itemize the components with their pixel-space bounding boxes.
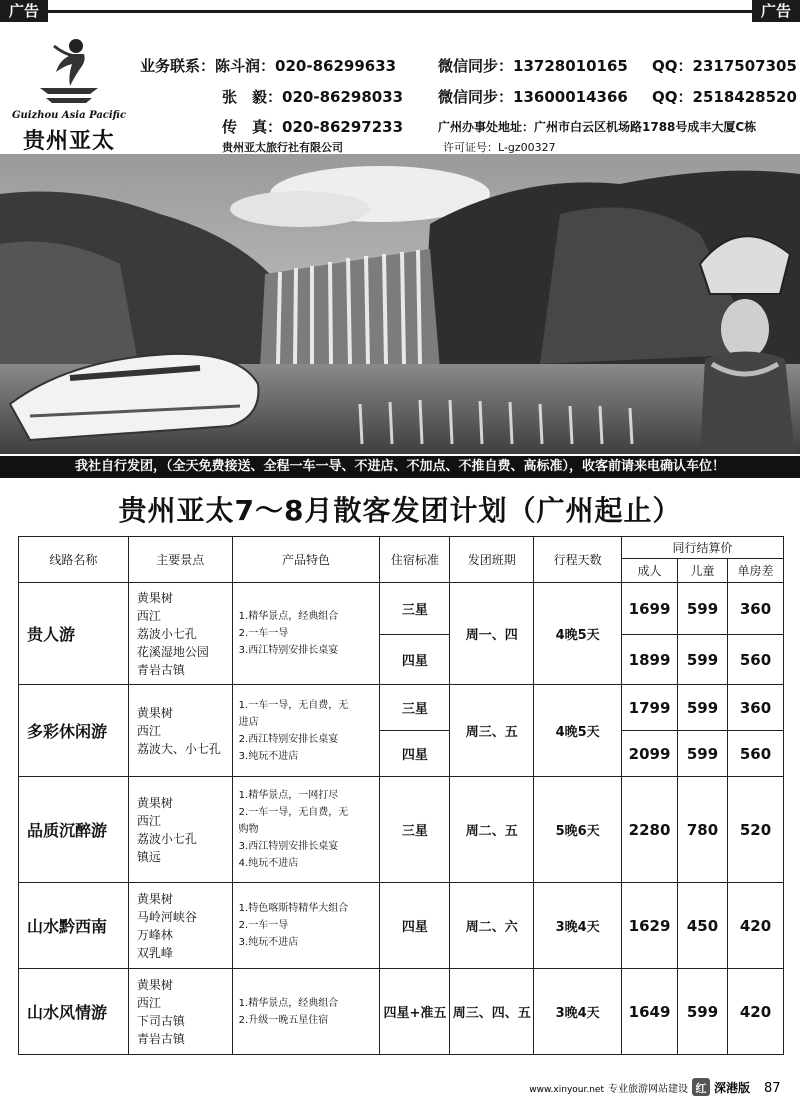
feature-item: 1.一车一导，无自费，无 <box>238 699 349 711</box>
office-address: 广州办事处地址：广州市白云区机场路1788号成丰大厦C栋 <box>438 120 757 134</box>
promo-banner: 我社自行发团，（全天免费接送、全程一车一导、不进店、不加点、不推自费、高标准），收客前请来电确认车位！ <box>0 456 800 478</box>
price-child: 599 <box>678 731 728 777</box>
price-single-supplement: 560 <box>727 731 783 777</box>
price-adult: 1899 <box>622 635 678 685</box>
product-features <box>232 969 380 1055</box>
agency-header <box>0 22 800 154</box>
route-name: 品质沉醉游 <box>19 777 129 883</box>
main-spots <box>128 583 232 685</box>
feature-item: 进店 <box>238 716 259 728</box>
spot-item: 西江 <box>136 995 161 1010</box>
footer-site-note: 专业旅游网站建设 <box>608 1084 688 1095</box>
price-single-supplement: 360 <box>727 583 783 635</box>
departure-schedule: 周三、五 <box>450 685 534 777</box>
price-single-supplement: 560 <box>727 635 783 685</box>
price-child: 599 <box>678 685 728 731</box>
spot-item: 荔波大、小七孔 <box>136 741 221 756</box>
price-child: 599 <box>678 583 728 635</box>
feature-item: 2.一车一导 <box>238 920 289 931</box>
table-row <box>19 685 784 731</box>
page-footer <box>0 1073 800 1100</box>
header-single: 单房差 <box>727 559 783 583</box>
wechat-number[interactable]: 13600014366 <box>513 88 628 106</box>
price-child: 599 <box>678 635 728 685</box>
edition-badge-text: 红 <box>695 1082 707 1095</box>
spot-item: 黄果树 <box>136 590 173 605</box>
main-spots <box>128 883 232 969</box>
lodging-standard: 四星 <box>380 731 450 777</box>
feature-item: 1.精华景点，经典组合 <box>238 997 339 1009</box>
feature-item: 2.一车一导 <box>238 628 289 639</box>
spot-item: 西江 <box>136 608 161 623</box>
spot-item: 青岩古镇 <box>136 1031 185 1046</box>
feature-item: 购物 <box>238 824 259 835</box>
spot-item: 镇远 <box>136 849 161 864</box>
header-price-group: 同行结算价 <box>622 537 784 559</box>
route-name: 山水黔西南 <box>19 883 129 969</box>
header-schedule: 发团班期 <box>450 537 534 583</box>
price-adult: 1649 <box>622 969 678 1055</box>
ad-label-left: 广告 <box>0 0 48 22</box>
table-row <box>19 583 784 635</box>
table-body <box>19 583 784 1055</box>
qq-number[interactable]: 2317507305 <box>692 57 797 75</box>
header-days: 行程天数 <box>534 537 622 583</box>
spot-item: 黄果树 <box>136 977 173 992</box>
wechat-label: 微信同步： <box>438 57 514 75</box>
trip-days: 3晚4天 <box>534 883 622 969</box>
fax-number[interactable]: 020-86297233 <box>282 118 404 136</box>
qq-number[interactable]: 2518428520 <box>692 88 797 106</box>
lodging-standard: 三星 <box>380 583 450 635</box>
table-header-row <box>19 537 784 559</box>
contact-name: 张 毅 <box>222 88 268 106</box>
qq-label: QQ： <box>652 88 693 106</box>
main-spots <box>128 777 232 883</box>
price-adult: 1799 <box>622 685 678 731</box>
departure-schedule: 周一、四 <box>450 583 534 685</box>
departure-schedule: 周三、四、五 <box>450 969 534 1055</box>
header-standard: 住宿标准 <box>380 537 450 583</box>
departure-schedule: 周二、六 <box>450 883 534 969</box>
price-single-supplement: 420 <box>727 969 783 1055</box>
contact-name: 陈斗润 <box>215 57 261 75</box>
main-spots <box>128 685 232 777</box>
header-child: 儿童 <box>678 559 728 583</box>
spot-item: 荔波小七孔 <box>136 626 197 641</box>
contact-phone[interactable]: 020-86299633 <box>275 57 397 75</box>
footer-site[interactable]: www.xinyour.net <box>529 1085 604 1095</box>
table-row <box>19 777 784 883</box>
fax-label: 传 真： <box>222 118 283 136</box>
route-name: 贵人游 <box>19 583 129 685</box>
header-route: 线路名称 <box>19 537 129 583</box>
wechat-label: 微信同步： <box>438 88 514 106</box>
feature-item: 3.西江特别安排长桌宴 <box>238 841 339 852</box>
price-child: 780 <box>678 777 728 883</box>
main-spots <box>128 969 232 1055</box>
dancer-emblem-icon <box>34 36 104 108</box>
product-features <box>232 883 380 969</box>
route-name: 多彩休闲游 <box>19 685 129 777</box>
trip-days: 3晚4天 <box>534 969 622 1055</box>
product-features <box>232 777 380 883</box>
spot-item: 黄果树 <box>136 795 173 810</box>
scenic-photo <box>0 154 800 454</box>
header-adult: 成人 <box>622 559 678 583</box>
qq-label: QQ： <box>652 57 693 75</box>
footer-edition: 深港版 <box>714 1081 751 1095</box>
spot-item: 青岩古镇 <box>136 662 185 677</box>
spot-item: 黄果树 <box>136 705 173 720</box>
spot-item: 万峰林 <box>136 927 173 942</box>
feature-item: 4.纯玩不进店 <box>238 858 299 869</box>
fax-row <box>222 116 403 137</box>
price-adult: 2099 <box>622 731 678 777</box>
feature-item: 3.纯玩不进店 <box>238 937 299 948</box>
contact-row-2: 张 毅：020-86298033 <box>222 88 404 106</box>
logo-chinese-name: 贵州亚太 <box>22 129 115 154</box>
spot-item: 西江 <box>136 813 161 828</box>
price-single-supplement: 360 <box>727 685 783 731</box>
lodging-standard: 三星 <box>380 777 450 883</box>
company-name: 贵州亚太旅行社有限公司 <box>222 141 343 154</box>
trip-days: 4晚5天 <box>534 685 622 777</box>
trip-days: 5晚6天 <box>534 777 622 883</box>
feature-item: 3.纯玩不进店 <box>238 750 299 762</box>
price-single-supplement: 420 <box>727 883 783 969</box>
price-adult: 2280 <box>622 777 678 883</box>
ad-label-right: 广告 <box>752 0 800 22</box>
feature-item: 1.精华景点，一网打尽 <box>238 790 339 801</box>
wechat-row-1 <box>438 55 628 76</box>
top-divider <box>48 10 752 13</box>
departure-schedule: 周二、五 <box>450 777 534 883</box>
wechat-number[interactable]: 13728010165 <box>513 57 628 75</box>
lodging-standard: 三星 <box>380 685 450 731</box>
price-child: 599 <box>678 969 728 1055</box>
product-features <box>232 685 380 777</box>
page-number: 87 <box>764 1081 781 1096</box>
table-row <box>19 969 784 1055</box>
header-spots: 主要景点 <box>128 537 232 583</box>
price-child: 450 <box>678 883 728 969</box>
wechat-row-2 <box>438 86 628 107</box>
contact-row-1: 业务联系：陈斗润：020-86299633 <box>140 57 397 75</box>
spot-item: 花溪湿地公园 <box>136 644 209 659</box>
spot-item: 荔波小七孔 <box>136 831 197 846</box>
contact-label: 业务联系： <box>140 57 216 75</box>
feature-item: 2.升级一晚五星住宿 <box>238 1014 329 1026</box>
feature-item: 2.一车一导，无自费，无 <box>238 807 349 818</box>
feature-item: 2.西江特别安排长桌宴 <box>238 733 339 745</box>
feature-item: 1.特色喀斯特精华大组合 <box>238 903 349 914</box>
spot-item: 马岭河峡谷 <box>136 909 197 924</box>
lodging-standard: 四星 <box>380 883 450 969</box>
spot-item: 西江 <box>136 723 161 738</box>
product-features <box>232 583 380 685</box>
company-logo <box>8 36 130 154</box>
lodging-standard: 四星+准五 <box>380 969 450 1055</box>
logo-english-name: Guizhou Asia Pacific <box>11 110 127 121</box>
license-number: 许可证号：L-gz00327 <box>443 141 556 154</box>
price-adult: 1699 <box>622 583 678 635</box>
price-adult: 1629 <box>622 883 678 969</box>
contact-phone[interactable]: 020-86298033 <box>282 88 404 106</box>
trip-days: 4晚5天 <box>534 583 622 685</box>
qq-row-1 <box>652 55 797 76</box>
header-features: 产品特色 <box>232 537 380 583</box>
plan-title: 贵州亚太7～8月散客发团计划（广州起止） <box>118 494 682 527</box>
spot-item: 下司古镇 <box>136 1013 185 1028</box>
feature-item: 3.西江特别安排长桌宴 <box>238 645 339 656</box>
price-single-supplement: 520 <box>727 777 783 883</box>
spot-item: 双乳峰 <box>136 945 173 960</box>
lodging-standard: 四星 <box>380 635 450 685</box>
feature-item: 1.精华景点，经典组合 <box>238 611 339 622</box>
route-name: 山水风情游 <box>19 969 129 1055</box>
qq-row-2 <box>652 86 797 107</box>
tour-schedule-table <box>18 536 784 1055</box>
spot-item: 黄果树 <box>136 891 173 906</box>
table-row <box>19 883 784 969</box>
